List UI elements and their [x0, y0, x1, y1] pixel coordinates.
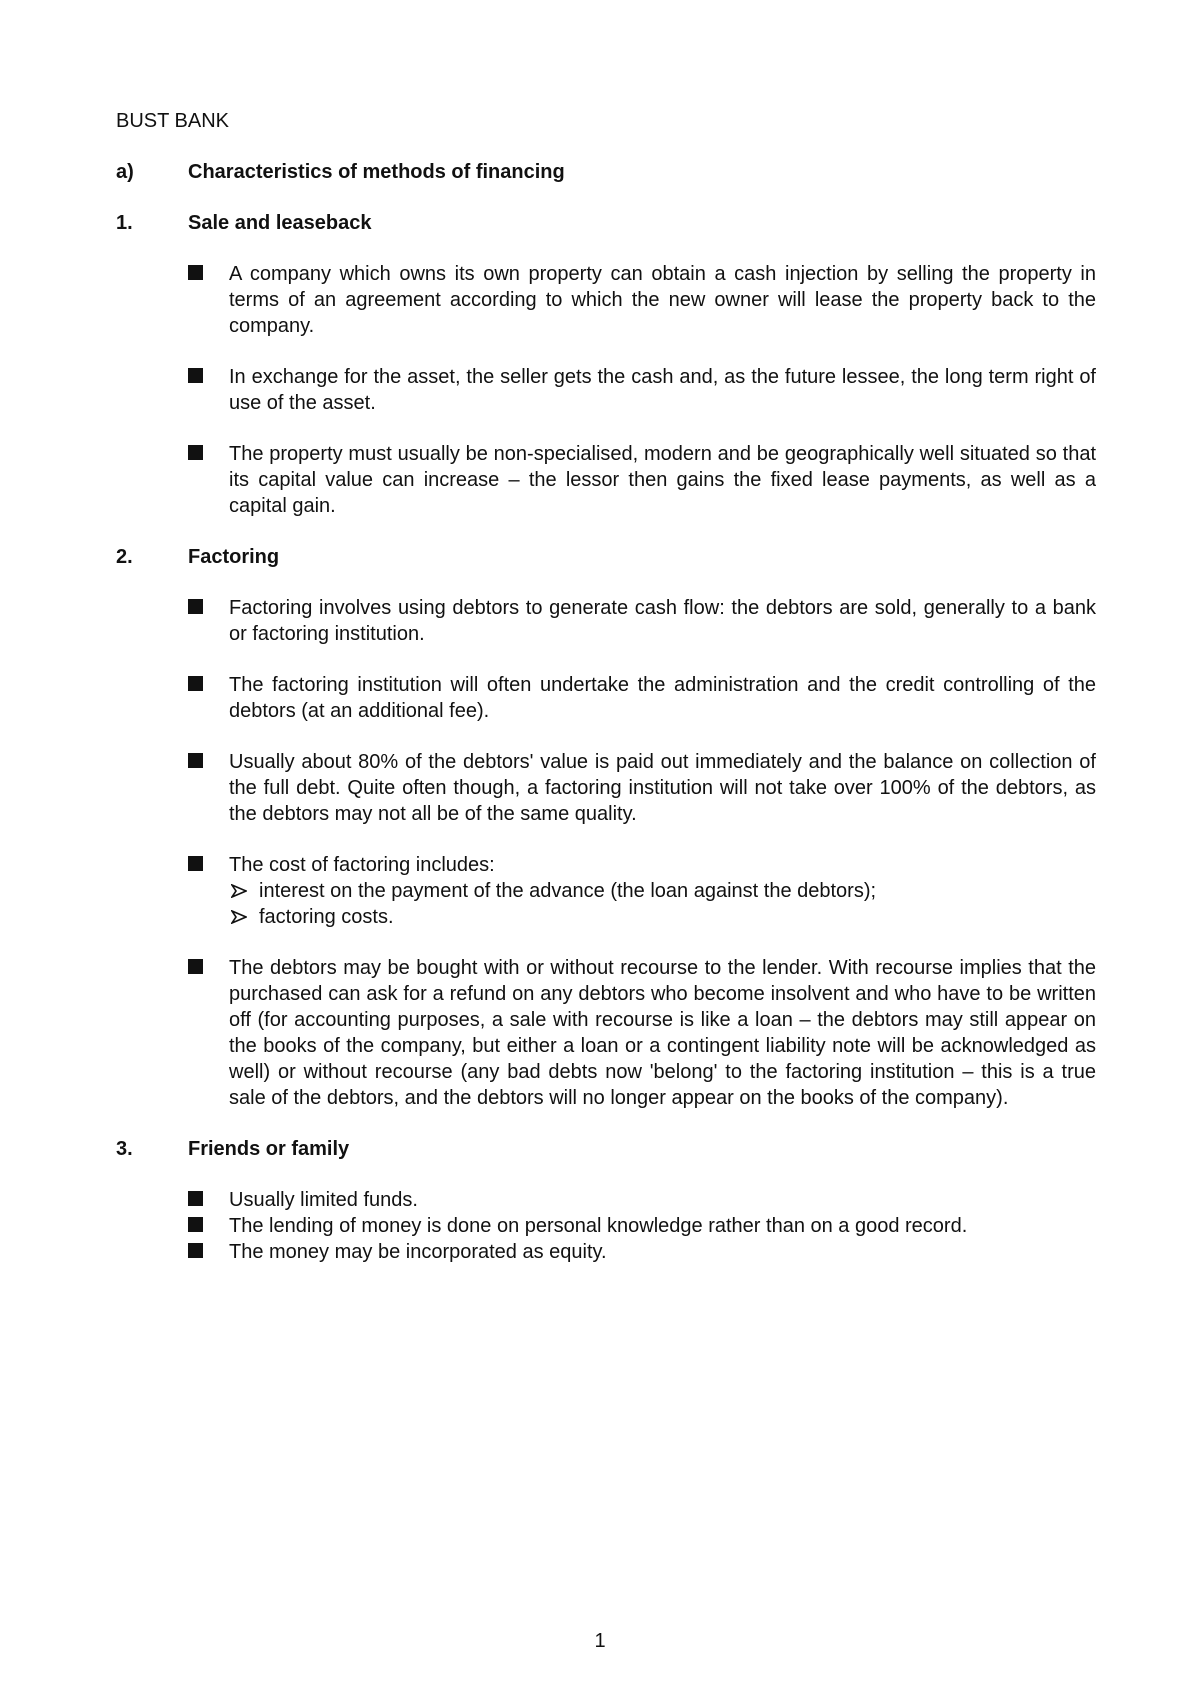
list-item: [188, 1187, 1096, 1213]
item-heading-factoring: [116, 544, 1096, 570]
bullet-text: In exchange for the asset, the seller gets the cash and, as the future lessee, the long term right of use of the asset.: [229, 366, 1096, 414]
square-bullet-icon: [188, 1191, 203, 1206]
item-number: 3.: [116, 1138, 133, 1160]
sub-bullet-text: interest on the payment of the advance (the loan against the debtors);: [259, 880, 877, 902]
bullet-text: Factoring involves using debtors to generate cash flow: the debtors are sold, generally to a bank or factoring institution.: [229, 597, 1096, 645]
item-title: Friends or family: [188, 1138, 350, 1160]
square-bullet-icon: [188, 1217, 203, 1232]
square-bullet-icon: [188, 676, 203, 691]
item-heading-sale-and-leaseback: [116, 210, 1096, 236]
item-heading-friends-or-family: [116, 1136, 1096, 1162]
arrowhead-bullet-icon: [229, 904, 259, 930]
list-item: [188, 1213, 1096, 1239]
list-item: [188, 1239, 1096, 1265]
document-body: [116, 108, 1096, 1265]
list-item: [188, 261, 1096, 339]
square-bullet-icon: [188, 265, 203, 280]
bullet-text: The debtors may be bought with or without recourse to the lender. With recourse implies that the purchased can ask for a refund on any debtors who become insolvent and who have to be written off (for accounting purposes, a sale with recourse is like a loan – the debtors may still appear on the books of the company, but either a loan or a contingent liability note will be acknowledged as well) or without recourse (any bad debts now 'belong' to the factoring institution – this is a true sale of the debtors, and the debtors will no longer appear on the books of the company).: [229, 957, 1096, 1109]
list-item: [188, 595, 1096, 647]
bullet-list-sale-and-leaseback: [116, 261, 1096, 519]
bullet-text: The property must usually be non-specialised, modern and be geographically well situated so that its capital value can increase – the lessor then gains the fixed lease payments, as well as a capital gain.: [229, 443, 1096, 517]
list-item: [188, 749, 1096, 827]
document-title: BUST BANK: [116, 110, 229, 132]
item-number: 1.: [116, 212, 133, 234]
cost-of-factoring-block: [229, 852, 1096, 930]
list-item: [188, 364, 1096, 416]
section-title: Characteristics of methods of financing: [188, 161, 565, 183]
bullet-text: The cost of factoring includes:: [229, 854, 495, 876]
bullet-text: The factoring institution will often undertake the administration and the credit controlling of the debtors (at an additional fee).: [229, 674, 1096, 722]
page-number: 1: [594, 1630, 606, 1652]
section-number: a): [116, 161, 134, 183]
item-title: Factoring: [188, 546, 280, 568]
bullet-list-factoring: [116, 595, 1096, 1111]
bullet-text: Usually about 80% of the debtors' value is paid out immediately and the balance on collection of the full debt. Quite often though, a factoring institution will not take over 100% of the debtors, as the debtors may not all be of the same quality.: [229, 751, 1096, 825]
square-bullet-icon: [188, 856, 203, 871]
list-item: [188, 672, 1096, 724]
bullet-list-friends-or-family: [116, 1187, 1096, 1265]
arrowhead-bullet-icon: [229, 878, 259, 904]
bullet-text: A company which owns its own property can obtain a cash injection by selling the property in terms of an agreement according to which the new owner will lease the property back to the company.: [229, 263, 1096, 337]
square-bullet-icon: [188, 959, 203, 974]
item-number: 2.: [116, 546, 133, 568]
list-item: [188, 441, 1096, 519]
square-bullet-icon: [188, 753, 203, 768]
item-title: Sale and leaseback: [188, 212, 372, 234]
sub-list-item: [229, 904, 1096, 930]
bullet-text: Usually limited funds.: [229, 1189, 418, 1211]
square-bullet-icon: [188, 599, 203, 614]
bullet-text: The lending of money is done on personal knowledge rather than on a good record.: [229, 1215, 968, 1237]
sub-bullet-text: factoring costs.: [259, 906, 394, 928]
sub-list-item: [229, 878, 1096, 904]
square-bullet-icon: [188, 368, 203, 383]
section-heading: [116, 159, 1096, 185]
bullet-text: The money may be incorporated as equity.: [229, 1241, 607, 1263]
square-bullet-icon: [188, 1243, 203, 1258]
list-item: [188, 852, 1096, 930]
sub-list-factoring-costs: [229, 878, 1096, 930]
list-item: [188, 955, 1096, 1111]
square-bullet-icon: [188, 445, 203, 460]
